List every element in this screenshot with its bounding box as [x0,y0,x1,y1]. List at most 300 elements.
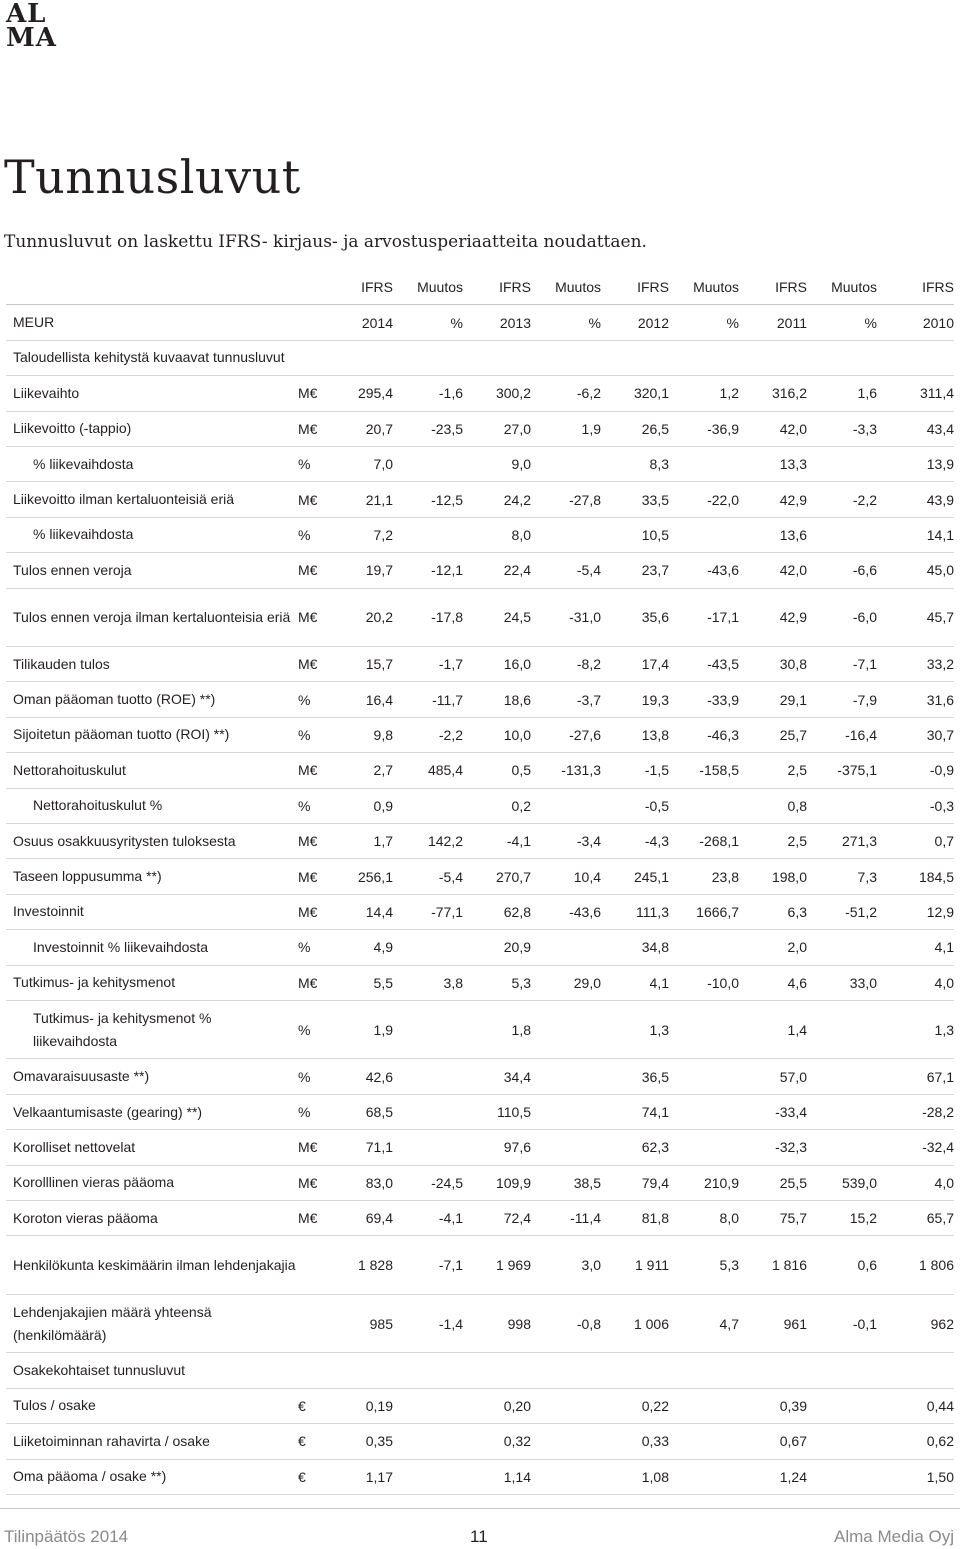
value-cell: 998 [463,1294,531,1353]
table-row [6,1388,954,1423]
value-cell: 0,62 [877,1424,954,1459]
table-row [6,1165,954,1200]
value-cell: 14,4 [341,894,393,929]
value-cell: -131,3 [531,753,601,788]
value-cell: 43,4 [877,411,954,446]
value-cell: 0,2 [463,788,531,823]
value-cell: -10,0 [669,965,739,1000]
table-row [6,859,954,894]
value-cell: 4,1 [601,965,669,1000]
value-cell: 33,5 [601,482,669,517]
value-cell: 20,2 [341,588,393,647]
value-cell [393,446,463,481]
value-cell: 20,9 [463,930,531,965]
row-label: Liikevaihto [6,376,296,411]
value-cell: 36,5 [601,1059,669,1094]
value-cell: -0,3 [877,788,954,823]
value-cell: 71,1 [341,1130,393,1165]
value-cell [393,1388,463,1423]
row-unit: % [296,930,341,965]
value-cell [531,1094,601,1129]
value-cell: 1,9 [341,1000,393,1059]
value-cell: 42,9 [739,482,807,517]
row-label: % liikevaihdosta [6,446,296,481]
value-cell: 43,9 [877,482,954,517]
value-cell: 2,5 [739,753,807,788]
value-cell [669,1094,739,1129]
table-row [6,411,954,446]
row-unit [296,1294,341,1353]
value-cell: 19,7 [341,553,393,588]
table-row [6,965,954,1000]
value-cell: 1666,7 [669,894,739,929]
value-cell: -3,4 [531,823,601,858]
value-cell: -33,9 [669,682,739,717]
value-cell: 271,3 [807,823,877,858]
value-cell: 4,1 [877,930,954,965]
value-cell: 24,5 [463,588,531,647]
value-cell: 184,5 [877,859,954,894]
value-cell [669,446,739,481]
value-cell [807,517,877,552]
value-cell [669,788,739,823]
value-cell: 33,0 [807,965,877,1000]
value-cell: 13,9 [877,446,954,481]
value-cell: 210,9 [669,1165,739,1200]
row-unit: M€ [296,753,341,788]
row-label: Tulos ennen veroja [6,553,296,588]
value-cell: 18,6 [463,682,531,717]
footer-page-number: 11 [470,1527,488,1546]
value-cell: -375,1 [807,753,877,788]
value-cell [393,517,463,552]
header-year-cell: % [669,305,739,340]
table-row [6,823,954,858]
value-cell: 0,7 [877,823,954,858]
table-row [6,1130,954,1165]
value-cell: -32,3 [739,1130,807,1165]
value-cell: 539,0 [807,1165,877,1200]
value-cell: 256,1 [341,859,393,894]
value-cell: 142,2 [393,823,463,858]
value-cell: -5,4 [393,859,463,894]
value-cell [807,1000,877,1059]
table-row [6,753,954,788]
value-cell: 1,6 [807,376,877,411]
value-cell: 1,8 [463,1000,531,1059]
value-cell: -1,7 [393,647,463,682]
value-cell: 0,33 [601,1424,669,1459]
value-cell: 0,9 [341,788,393,823]
value-cell: 26,5 [601,411,669,446]
header-year-cell: 2014 [341,305,393,340]
value-cell: 34,8 [601,930,669,965]
table-row [6,682,954,717]
value-cell: 67,1 [877,1059,954,1094]
value-cell [393,1094,463,1129]
value-cell: 25,5 [739,1165,807,1200]
value-cell: 45,7 [877,588,954,647]
section-title: Osakekohtaiset tunnusluvut [6,1353,954,1388]
value-cell: 23,8 [669,859,739,894]
header-label: MEUR [6,305,296,340]
value-cell: 1 969 [463,1236,531,1295]
row-label: % liikevaihdosta [6,517,296,552]
value-cell: 30,7 [877,717,954,752]
value-cell: -46,3 [669,717,739,752]
value-cell: 23,7 [601,553,669,588]
footer-divider [0,1508,960,1509]
value-cell [393,1424,463,1459]
value-cell: 962 [877,1294,954,1353]
value-cell: 1,9 [531,411,601,446]
value-cell: 15,2 [807,1200,877,1235]
value-cell: 295,4 [341,376,393,411]
value-cell: 2,5 [739,823,807,858]
value-cell: 42,9 [739,588,807,647]
row-unit: % [296,1094,341,1129]
header-standard-cell: Muutos [669,270,739,305]
value-cell: 15,7 [341,647,393,682]
value-cell: 42,6 [341,1059,393,1094]
table-body [6,270,954,1494]
value-cell: 0,6 [807,1236,877,1295]
value-cell: 1 828 [341,1236,393,1295]
row-unit: M€ [296,647,341,682]
value-cell: -12,5 [393,482,463,517]
value-cell: 16,4 [341,682,393,717]
value-cell: 245,1 [601,859,669,894]
table-header-standard [6,270,954,305]
table-row [6,1200,954,1235]
value-cell: -4,1 [463,823,531,858]
row-unit: M€ [296,894,341,929]
header-standard-cell: IFRS [739,270,807,305]
footer-company: Alma Media Oyj [834,1527,954,1546]
value-cell: 270,7 [463,859,531,894]
value-cell: 6,3 [739,894,807,929]
value-cell: 961 [739,1294,807,1353]
value-cell: 5,3 [669,1236,739,1295]
page-title: Tunnusluvut [4,150,301,204]
header-year-cell: 2013 [463,305,531,340]
value-cell [531,1388,601,1423]
value-cell: 34,4 [463,1059,531,1094]
header-year-cell: % [393,305,463,340]
value-cell [807,788,877,823]
value-cell [531,788,601,823]
value-cell: 31,6 [877,682,954,717]
value-cell: 1,4 [739,1000,807,1059]
value-cell: -4,3 [601,823,669,858]
value-cell: 0,20 [463,1388,531,1423]
header-standard-cell: Muutos [393,270,463,305]
value-cell: -1,4 [393,1294,463,1353]
value-cell: -2,2 [393,717,463,752]
value-cell: 17,4 [601,647,669,682]
row-label: Omavaraisuusaste **) [6,1059,296,1094]
table-row [6,788,954,823]
table-row [6,894,954,929]
value-cell: 0,32 [463,1424,531,1459]
table-row [6,482,954,517]
row-unit: % [296,446,341,481]
value-cell: 0,8 [739,788,807,823]
row-label: Tulos ennen veroja ilman kertaluonteisia eriä [6,588,296,647]
value-cell: 8,3 [601,446,669,481]
value-cell [807,1424,877,1459]
row-label: Lehdenjakajien määrä yhteensä (henkilömäärä) [6,1294,296,1353]
row-unit: % [296,788,341,823]
value-cell: 1,3 [601,1000,669,1059]
value-cell: 198,0 [739,859,807,894]
row-label: Liikevoitto (-tappio) [6,411,296,446]
value-cell: 320,1 [601,376,669,411]
value-cell [669,1130,739,1165]
value-cell: 29,1 [739,682,807,717]
value-cell: -2,2 [807,482,877,517]
value-cell: 4,7 [669,1294,739,1353]
value-cell: 62,8 [463,894,531,929]
value-cell [669,1388,739,1423]
value-cell: 1,24 [739,1459,807,1494]
value-cell: 1,14 [463,1459,531,1494]
value-cell: 74,1 [601,1094,669,1129]
value-cell: 65,7 [877,1200,954,1235]
value-cell: 1,3 [877,1000,954,1059]
row-unit: % [296,517,341,552]
value-cell: -43,5 [669,647,739,682]
value-cell: 83,0 [341,1165,393,1200]
value-cell: 38,5 [531,1165,601,1200]
row-label: Velkaantumisaste (gearing) **) [6,1094,296,1129]
value-cell: 13,8 [601,717,669,752]
value-cell: -4,1 [393,1200,463,1235]
row-label: Liiketoiminnan rahavirta / osake [6,1424,296,1459]
value-cell: -24,5 [393,1165,463,1200]
value-cell [807,930,877,965]
row-label: Korolliset nettovelat [6,1130,296,1165]
value-cell [393,930,463,965]
row-label: Tutkimus- ja kehitysmenot % liikevaihdosta [6,1000,296,1059]
value-cell: -7,1 [393,1236,463,1295]
value-cell: -1,6 [393,376,463,411]
value-cell: -51,2 [807,894,877,929]
value-cell: 7,0 [341,446,393,481]
header-standard-cell: Muutos [807,270,877,305]
value-cell [531,1424,601,1459]
value-cell: -77,1 [393,894,463,929]
row-unit: M€ [296,1165,341,1200]
alma-logo [6,0,66,53]
value-cell: -33,4 [739,1094,807,1129]
value-cell: 7,3 [807,859,877,894]
value-cell [531,1000,601,1059]
row-unit: M€ [296,553,341,588]
value-cell [669,1059,739,1094]
value-cell [807,1388,877,1423]
value-cell: 4,6 [739,965,807,1000]
row-unit: € [296,1459,341,1494]
header-empty [6,270,296,305]
value-cell: 10,5 [601,517,669,552]
value-cell [669,1000,739,1059]
value-cell: 1 806 [877,1236,954,1295]
value-cell: 111,3 [601,894,669,929]
row-unit: M€ [296,1130,341,1165]
value-cell: -3,7 [531,682,601,717]
value-cell: 985 [341,1294,393,1353]
value-cell: -17,1 [669,588,739,647]
row-label: Korolllinen vieras pääoma [6,1165,296,1200]
value-cell: 9,8 [341,717,393,752]
value-cell: 25,7 [739,717,807,752]
value-cell [393,1130,463,1165]
value-cell [531,1130,601,1165]
row-label: Liikevoitto ilman kertaluonteisiä eriä [6,482,296,517]
row-label: Nettorahoituskulut % [6,788,296,823]
value-cell: -12,1 [393,553,463,588]
value-cell: 0,35 [341,1424,393,1459]
value-cell: 3,8 [393,965,463,1000]
value-cell: -31,0 [531,588,601,647]
value-cell: 2,0 [739,930,807,965]
value-cell: -7,1 [807,647,877,682]
header-standard-cell: IFRS [601,270,669,305]
table-row [6,1236,954,1295]
value-cell: -27,6 [531,717,601,752]
table-row [6,376,954,411]
value-cell: 33,2 [877,647,954,682]
value-cell: -0,9 [877,753,954,788]
value-cell: -0,1 [807,1294,877,1353]
row-unit: M€ [296,965,341,1000]
header-standard-cell: IFRS [341,270,393,305]
value-cell: 79,4 [601,1165,669,1200]
table-row [6,717,954,752]
row-label: Tulos / osake [6,1388,296,1423]
value-cell: 1,17 [341,1459,393,1494]
value-cell: -36,9 [669,411,739,446]
value-cell: 0,19 [341,1388,393,1423]
value-cell: 62,3 [601,1130,669,1165]
value-cell: 42,0 [739,411,807,446]
row-label: Investoinnit [6,894,296,929]
value-cell: -6,0 [807,588,877,647]
value-cell: 81,8 [601,1200,669,1235]
value-cell: 5,3 [463,965,531,1000]
value-cell: -27,8 [531,482,601,517]
value-cell [531,1459,601,1494]
header-year-cell: 2011 [739,305,807,340]
value-cell: 69,4 [341,1200,393,1235]
value-cell: 68,5 [341,1094,393,1129]
row-unit: M€ [296,588,341,647]
table-row [6,1294,954,1353]
row-unit: M€ [296,1200,341,1235]
value-cell: -6,6 [807,553,877,588]
value-cell: 13,6 [739,517,807,552]
footer-report-title: Tilinpäätös 2014 [4,1527,129,1546]
row-unit: % [296,717,341,752]
value-cell [531,1059,601,1094]
logo-line-2: MA [6,23,57,53]
row-label: Henkilökunta keskimäärin ilman lehdenjakajia [6,1236,296,1295]
value-cell: 4,0 [877,1165,954,1200]
section-header [6,340,954,375]
value-cell: 22,4 [463,553,531,588]
key-figures-table [6,270,954,1495]
row-label: Investoinnit % liikevaihdosta [6,930,296,965]
table-row [6,588,954,647]
row-unit [296,1236,341,1295]
table-row [6,1459,954,1494]
value-cell: 27,0 [463,411,531,446]
value-cell: 1 911 [601,1236,669,1295]
value-cell: -16,4 [807,717,877,752]
value-cell: -11,4 [531,1200,601,1235]
table-row [6,517,954,552]
row-unit: M€ [296,376,341,411]
section-header [6,1353,954,1388]
value-cell: 20,7 [341,411,393,446]
value-cell [531,517,601,552]
value-cell: 10,4 [531,859,601,894]
row-label: Nettorahoituskulut [6,753,296,788]
logo-line-1: AL [6,0,47,29]
value-cell: 2,7 [341,753,393,788]
header-standard-cell: IFRS [463,270,531,305]
value-cell: 9,0 [463,446,531,481]
value-cell: 1,50 [877,1459,954,1494]
value-cell [669,1459,739,1494]
value-cell [531,446,601,481]
value-cell [807,446,877,481]
value-cell: 1 816 [739,1236,807,1295]
table-row [6,647,954,682]
table-row [6,930,954,965]
row-unit: M€ [296,482,341,517]
table-row [6,553,954,588]
header-year-cell: 2010 [877,305,954,340]
value-cell: 8,0 [463,517,531,552]
value-cell: 14,1 [877,517,954,552]
value-cell: 311,4 [877,376,954,411]
row-label: Oman pääoman tuotto (ROE) **) [6,682,296,717]
value-cell: 10,0 [463,717,531,752]
value-cell: 1,7 [341,823,393,858]
value-cell [393,1459,463,1494]
row-unit: % [296,1000,341,1059]
value-cell [807,1130,877,1165]
value-cell: -22,0 [669,482,739,517]
value-cell: 485,4 [393,753,463,788]
value-cell: 5,5 [341,965,393,1000]
value-cell: -3,3 [807,411,877,446]
value-cell: -0,8 [531,1294,601,1353]
header-empty [296,270,341,305]
row-label: Taseen loppusumma **) [6,859,296,894]
value-cell: -268,1 [669,823,739,858]
value-cell [669,930,739,965]
row-unit: M€ [296,411,341,446]
row-unit: M€ [296,823,341,858]
table-row [6,1059,954,1094]
value-cell [807,1059,877,1094]
value-cell: 97,6 [463,1130,531,1165]
value-cell: -11,7 [393,682,463,717]
table-header-years [6,305,954,340]
